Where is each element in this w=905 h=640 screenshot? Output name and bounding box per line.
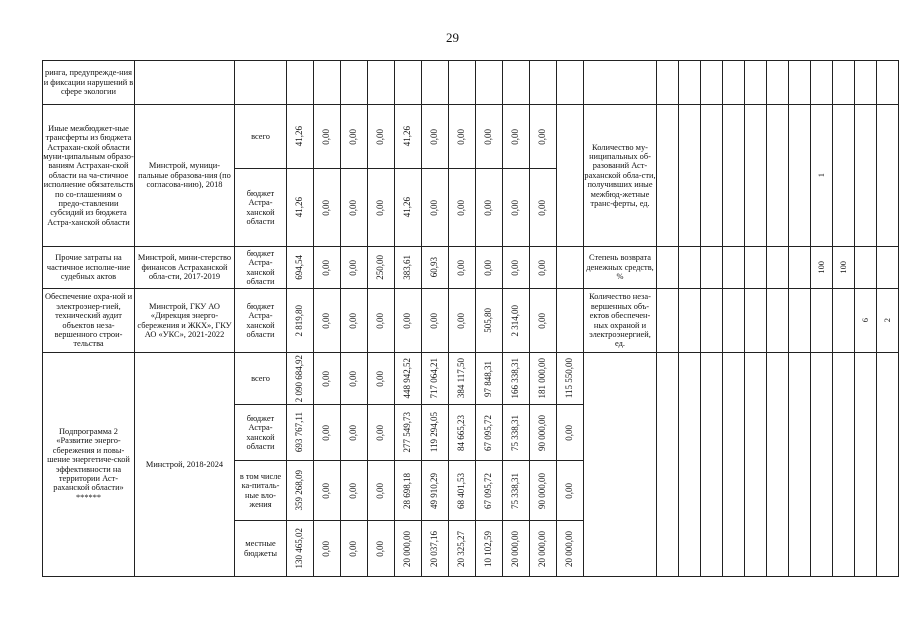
value-cell: 2 090 684,92 [287,353,314,405]
value-cell: 0,00 [314,289,341,353]
value-cell: 0,00 [476,247,503,289]
value-cell: 119 294,05 [422,405,449,461]
table-row [43,105,899,169]
value-cell: 0,00 [341,461,368,521]
value-cell: 359 268,09 [287,461,314,521]
value-cell: 0,00 [530,105,557,169]
table-row [43,61,899,105]
value-cell: 0,00 [314,521,341,577]
budget-table [42,60,899,577]
value-cell: 0,00 [449,105,476,169]
measure-name: Прочие затраты на частичное исполне-ние судебных актов [43,247,135,289]
value-cell: 41,26 [395,169,422,247]
value-cell: 166 338,31 [503,353,530,405]
value-cell: 0,00 [530,247,557,289]
value-cell: 0,00 [368,405,395,461]
value-cell: 0,00 [422,105,449,169]
value-cell: 28 698,18 [395,461,422,521]
value-cell: 41,26 [395,105,422,169]
value-cell: 90 000,00 [530,405,557,461]
value-cell: 2 314,00 [503,289,530,353]
value-cell: 0,00 [449,169,476,247]
page-number: 29 [446,30,459,45]
value-cell: 0,00 [314,353,341,405]
indicator-value: 1 [811,105,833,247]
value-cell: 20 325,27 [449,521,476,577]
value-cell: 68 401,53 [449,461,476,521]
value-cell: 0,00 [341,169,368,247]
value-cell: 505,80 [476,289,503,353]
value-cell: 0,00 [368,105,395,169]
value-cell: 0,00 [314,247,341,289]
funding-source: бюджет Астра-ханской области [235,247,287,289]
value-cell: 0,00 [368,353,395,405]
executor: Минстрой, ГКУ АО «Дирекция энерго-сбережения и ЖКХ», ГКУ АО «УКС», 2021-2022 [135,289,235,353]
value-cell: 0,00 [449,247,476,289]
value-cell: 693 767,11 [287,405,314,461]
value-cell: 75 338,31 [503,461,530,521]
measure-name: ринга, предупрежде-ния и фиксации нарушений в сфере экологии [43,61,135,105]
value-cell: 0,00 [314,461,341,521]
value-cell: 0,00 [449,289,476,353]
value-cell: 717 064,21 [422,353,449,405]
indicator-name: Количество му-ниципальных об-разований Аст-раханской обла-сти, получивших иные межбюд-жетные транс-ферты, ед. [584,105,657,247]
value-cell: 383,61 [395,247,422,289]
funding-source: всего [235,105,287,169]
value-cell: 250,00 [368,247,395,289]
value-cell: 0,00 [368,521,395,577]
value-cell: 10 102,59 [476,521,503,577]
value-cell: 0,00 [503,169,530,247]
indicator-name: Степень возврата денежных средств, % [584,247,657,289]
value-cell: 20 000,00 [557,521,584,577]
executor: Минстрой, мини-стерство финансов Астраханской обла-сти, 2017-2019 [135,247,235,289]
value-cell: 97 848,31 [476,353,503,405]
indicator-value: 6 [855,289,877,353]
value-cell: 0,00 [341,521,368,577]
value-cell: 448 942,52 [395,353,422,405]
value-cell: 0,00 [314,169,341,247]
value-cell: 0,00 [341,289,368,353]
value-cell: 0,00 [530,289,557,353]
value-cell: 0,00 [368,461,395,521]
value-cell: 20 000,00 [530,521,557,577]
value-cell: 0,00 [368,169,395,247]
value-cell: 0,00 [314,105,341,169]
value-cell: 84 665,23 [449,405,476,461]
value-cell: 0,00 [314,405,341,461]
value-cell: 41,26 [287,105,314,169]
value-cell: 694,54 [287,247,314,289]
funding-source: бюджет Астра-ханской области [235,169,287,247]
value-cell: 60,93 [422,247,449,289]
value-cell: 0,00 [422,169,449,247]
indicator-value: 100 [833,247,855,289]
value-cell: 0,00 [476,169,503,247]
value-cell: 20 037,16 [422,521,449,577]
value-cell: 0,00 [557,405,584,461]
value-cell: 0,00 [530,169,557,247]
value-cell: 130 465,02 [287,521,314,577]
value-cell: 41,26 [287,169,314,247]
value-cell: 2 819,80 [287,289,314,353]
table-row [43,353,899,405]
value-cell: 277 549,73 [395,405,422,461]
value-cell: 115 550,00 [557,353,584,405]
value-cell: 0,00 [341,105,368,169]
value-cell: 67 095,72 [476,461,503,521]
value-cell: 181 000,00 [530,353,557,405]
value-cell: 0,00 [395,289,422,353]
value-cell: 90 000,00 [530,461,557,521]
value-cell: 384 117,50 [449,353,476,405]
value-cell: 67 095,72 [476,405,503,461]
value-cell: 20 000,00 [395,521,422,577]
value-cell: 75 338,31 [503,405,530,461]
measure-name: Подпрограмма 2 «Развитие энерго-сбережения и повы-шение энергетиче-ской эффективности на территории Аст-раханской области» ****** [43,353,135,577]
value-cell: 20 000,00 [503,521,530,577]
measure-name: Обеспечение охра-ной и электроэнер-гией, технический аудит объектов неза-вершенного строи-тельства [43,289,135,353]
executor: Минстрой, муници-пальные образова-ния (по согласова-нию), 2018 [135,105,235,247]
indicator-name: Количество неза-вершенных объ-ектов обеспечен-ных охраной и электроэнергией, ед. [584,289,657,353]
funding-source: всего [235,353,287,405]
value-cell: 0,00 [341,405,368,461]
funding-source: местные бюджеты [235,521,287,577]
funding-source: бюджет Астра-ханской области [235,289,287,353]
value-cell: 0,00 [341,353,368,405]
value-cell: 0,00 [368,289,395,353]
executor: Минстрой, 2018-2024 [135,353,235,577]
value-cell: 0,00 [557,461,584,521]
value-cell: 0,00 [341,247,368,289]
value-cell: 0,00 [422,289,449,353]
value-cell: 49 910,29 [422,461,449,521]
funding-source: бюджет Астра-ханской области [235,405,287,461]
value-cell: 0,00 [476,105,503,169]
value-cell: 0,00 [503,105,530,169]
table-row [43,289,899,353]
indicator-value: 2 [877,289,899,353]
measure-name: Иные межбюджет-ные трансферты из бюджета Астрахан-ской области муни-ципальным образо-ваниям Астрахан-ской области на ча-стичное исполнение обязательств по со-глашениям о предо-ставлении субсидий из бюджета Астра-ханской области [43,105,135,247]
indicator-value: 100 [811,247,833,289]
value-cell: 0,00 [503,247,530,289]
funding-source: в том числе ка-питаль-ные вло-жения [235,461,287,521]
table-row [43,247,899,289]
